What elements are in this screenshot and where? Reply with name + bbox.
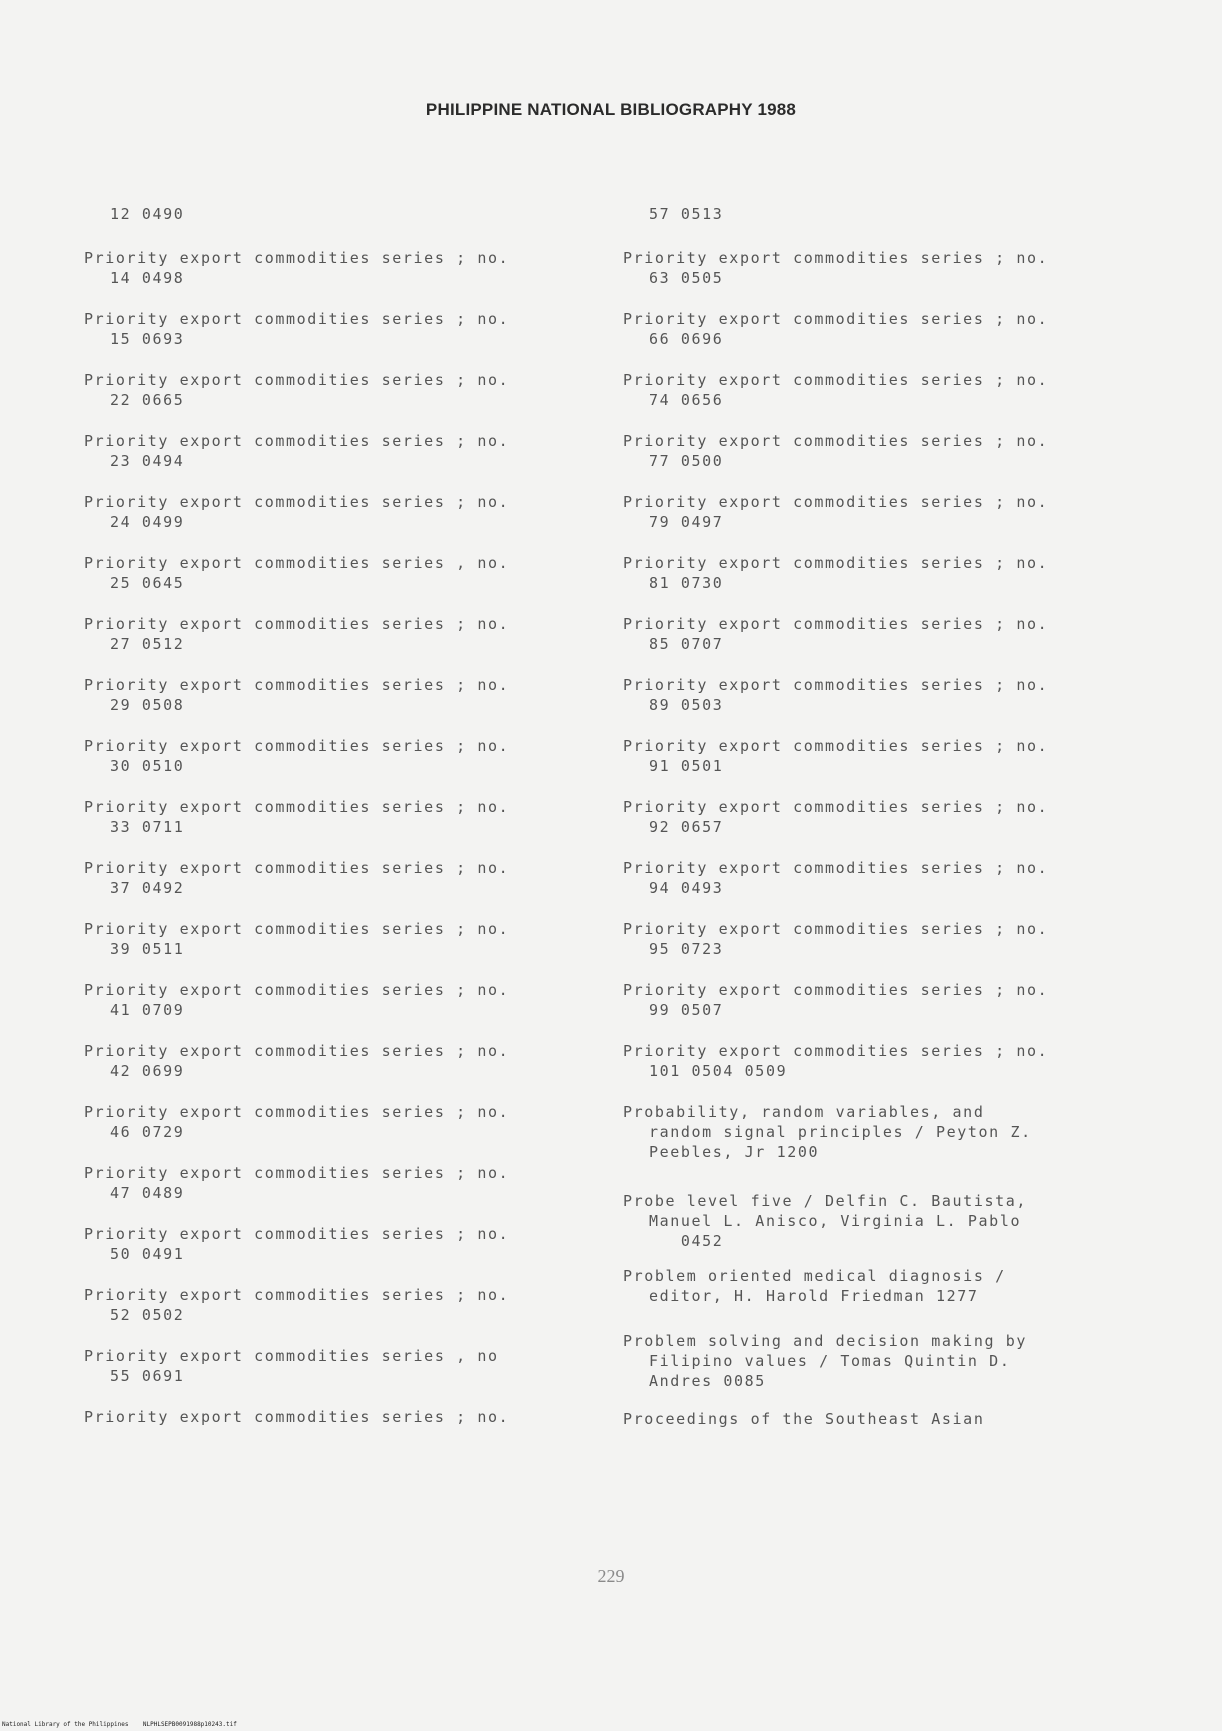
entry-numbers: 46 0729 xyxy=(110,1123,185,1141)
list-item xyxy=(623,248,1048,288)
entry-title: Priority export commodities series ; no. xyxy=(84,1408,510,1426)
entry-title: Problem solving and decision making by xyxy=(623,1332,1027,1350)
entry-numbers: 74 0656 xyxy=(649,391,724,409)
list-item xyxy=(623,1266,1006,1306)
entry-title: Priority export commodities series ; no. xyxy=(84,1164,510,1182)
page-number: 229 xyxy=(597,1566,625,1586)
entry-numbers: 23 0494 xyxy=(110,452,185,470)
entry-title: Priority export commodities series ; no. xyxy=(623,432,1049,450)
list-item xyxy=(623,1041,1048,1081)
list-item xyxy=(84,1346,499,1386)
entry-title: Priority export commodities series ; no. xyxy=(623,859,1049,877)
entry-title: Priority export commodities series ; no. xyxy=(84,676,510,694)
list-item xyxy=(623,370,1048,410)
entry-title: Priority export commodities series ; no. xyxy=(84,859,510,877)
list-item xyxy=(84,431,509,471)
list-item xyxy=(623,858,1048,898)
list-item xyxy=(623,492,1048,532)
entry-numbers: 39 0511 xyxy=(110,940,185,958)
entry-numbers: 57 0513 xyxy=(649,205,724,223)
list-item xyxy=(84,492,509,532)
list-item xyxy=(84,370,509,410)
list-item xyxy=(84,797,509,837)
entry-title: Priority export commodities series ; no. xyxy=(623,981,1049,999)
entry-numbers: 41 0709 xyxy=(110,1001,185,1019)
list-item xyxy=(623,1102,1032,1162)
list-item xyxy=(623,614,1048,654)
list-item xyxy=(84,553,509,593)
entry-numbers: 55 0691 xyxy=(110,1367,185,1385)
entry-numbers: 81 0730 xyxy=(649,574,724,592)
entry-title: Priority export commodities series ; no. xyxy=(84,1225,510,1243)
entry-title: Priority export commodities series ; no. xyxy=(84,920,510,938)
entry-numbers: Filipino values / Tomas Quintin D. Andres 0085 xyxy=(649,1352,1011,1390)
list-item xyxy=(84,1102,509,1142)
list-item xyxy=(623,1331,1027,1391)
entry-title: Priority export commodities series ; no. xyxy=(623,798,1049,816)
list-item xyxy=(623,204,723,224)
list-item xyxy=(623,980,1048,1020)
list-item xyxy=(623,797,1048,837)
list-item xyxy=(623,675,1048,715)
entry-title: Priority export commodities series ; no. xyxy=(623,249,1049,267)
entry-title: Priority export commodities series ; no. xyxy=(623,554,1049,572)
list-item xyxy=(84,1224,509,1264)
entry-title: Priority export commodities series ; no. xyxy=(84,371,510,389)
entry-title: Priority export commodities series ; no. xyxy=(84,493,510,511)
entry-title: Priority export commodities series ; no. xyxy=(84,249,510,267)
entry-numbers: 33 0711 xyxy=(110,818,185,836)
entry-numbers: 15 0693 xyxy=(110,330,185,348)
entry-numbers: 29 0508 xyxy=(110,696,185,714)
entry-title: Problem oriented medical diagnosis / xyxy=(623,1267,1006,1285)
page-title: PHILIPPINE NATIONAL BIBLIOGRAPHY 1988 xyxy=(425,100,797,119)
entry-title: Priority export commodities series ; no. xyxy=(623,920,1049,938)
entry-title: Priority export commodities series ; no. xyxy=(84,798,510,816)
entry-numbers: 30 0510 xyxy=(110,757,185,775)
list-item xyxy=(84,980,509,1020)
entry-numbers: 27 0512 xyxy=(110,635,185,653)
entry-numbers: 47 0489 xyxy=(110,1184,185,1202)
entry-numbers: 79 0497 xyxy=(649,513,724,531)
entry-numbers: random signal principles / Peyton Z. Peebles, Jr 1200 xyxy=(649,1123,1032,1161)
entry-title: Priority export commodities series ; no. xyxy=(84,737,510,755)
entry-numbers: Manuel L. Anisco, Virginia L. Pablo 0452 xyxy=(649,1212,1022,1250)
entry-title: Proceedings of the Southeast Asian xyxy=(623,1410,985,1428)
entry-title: Priority export commodities series ; no. xyxy=(623,676,1049,694)
entry-title: Priority export commodities series ; no. xyxy=(623,737,1049,755)
list-item xyxy=(623,1191,1027,1251)
entry-title: Priority export commodities series ; no. xyxy=(84,1042,510,1060)
list-item xyxy=(84,204,184,224)
list-item xyxy=(84,309,509,349)
entry-numbers: 52 0502 xyxy=(110,1306,185,1324)
entry-numbers: 94 0493 xyxy=(649,879,724,897)
entry-numbers: 99 0507 xyxy=(649,1001,724,1019)
entry-numbers: 95 0723 xyxy=(649,940,724,958)
entry-numbers: 77 0500 xyxy=(649,452,724,470)
list-item xyxy=(84,248,509,288)
list-item xyxy=(623,309,1048,349)
list-item xyxy=(84,858,509,898)
list-item xyxy=(623,919,1048,959)
list-item xyxy=(623,431,1048,471)
list-item xyxy=(84,919,509,959)
list-item xyxy=(84,736,509,776)
entry-numbers: 12 0490 xyxy=(110,205,185,223)
entry-title: Probability, random variables, and xyxy=(623,1103,985,1121)
entry-title: Priority export commodities series ; no. xyxy=(84,615,510,633)
entry-title: Priority export commodities series ; no. xyxy=(84,981,510,999)
entry-title: Priority export commodities series , no xyxy=(84,1347,499,1365)
list-item xyxy=(623,1409,984,1429)
list-item xyxy=(84,1041,509,1081)
list-item xyxy=(84,1163,509,1203)
entry-numbers: 101 0504 0509 xyxy=(649,1062,788,1080)
entry-title: Priority export commodities series ; no. xyxy=(623,310,1049,328)
entry-title: Priority export commodities series ; no. xyxy=(84,1286,510,1304)
list-item xyxy=(84,1407,509,1427)
list-item xyxy=(84,614,509,654)
entry-title: Priority export commodities series ; no. xyxy=(623,615,1049,633)
entry-title: Priority export commodities series ; no. xyxy=(84,1103,510,1121)
entry-numbers: 92 0657 xyxy=(649,818,724,836)
entry-numbers: 91 0501 xyxy=(649,757,724,775)
entry-numbers: 50 0491 xyxy=(110,1245,185,1263)
entry-numbers: 24 0499 xyxy=(110,513,185,531)
entry-title: Priority export commodities series ; no. xyxy=(623,371,1049,389)
entry-numbers: 89 0503 xyxy=(649,696,724,714)
entry-numbers: 22 0665 xyxy=(110,391,185,409)
entry-title: Priority export commodities series ; no. xyxy=(623,1042,1049,1060)
entry-title: Priority export commodities series , no. xyxy=(84,554,510,572)
entry-numbers: 42 0699 xyxy=(110,1062,185,1080)
entry-title: Priority export commodities series ; no. xyxy=(84,310,510,328)
entry-numbers: 25 0645 xyxy=(110,574,185,592)
entry-numbers: editor, H. Harold Friedman 1277 xyxy=(649,1287,979,1305)
list-item xyxy=(84,675,509,715)
entry-numbers: 63 0505 xyxy=(649,269,724,287)
entry-title: Probe level five / Delfin C. Bautista, xyxy=(623,1192,1027,1210)
entry-numbers: 66 0696 xyxy=(649,330,724,348)
list-item xyxy=(623,553,1048,593)
entry-numbers: 85 0707 xyxy=(649,635,724,653)
entry-title: Priority export commodities series ; no. xyxy=(84,432,510,450)
entry-numbers: 37 0492 xyxy=(110,879,185,897)
list-item xyxy=(623,736,1048,776)
list-item xyxy=(84,1285,509,1325)
entry-title: Priority export commodities series ; no. xyxy=(623,493,1049,511)
entry-numbers: 14 0498 xyxy=(110,269,185,287)
scan-footer: National Library of the Philippines NLPHLSEPB0091988p10243.tif xyxy=(2,1721,237,1728)
